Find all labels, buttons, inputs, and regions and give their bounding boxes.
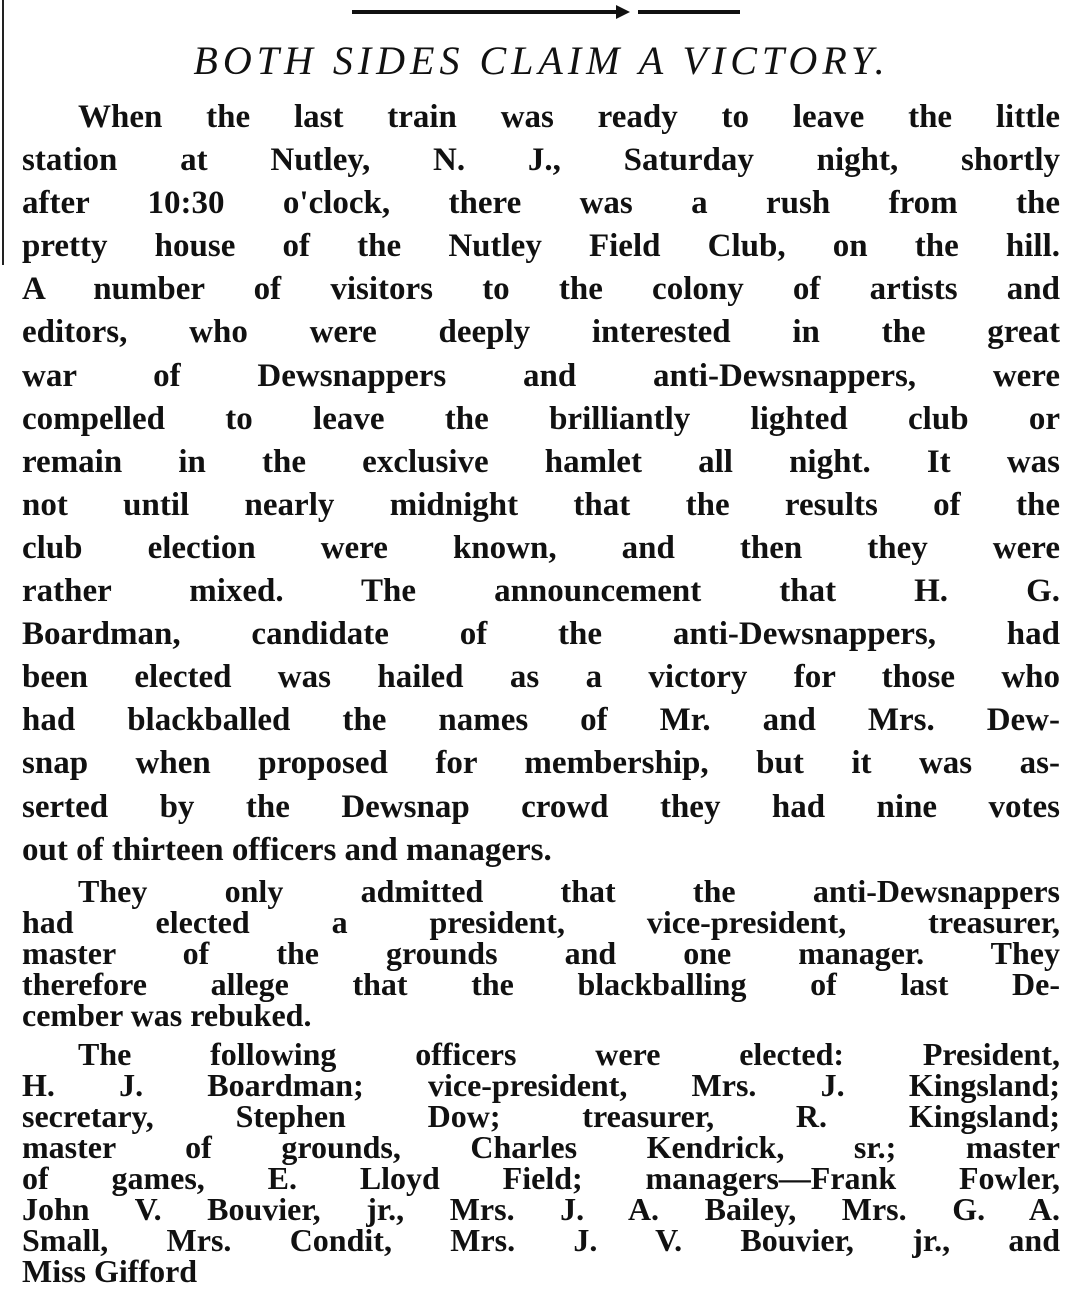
paragraph-1 [22,96,1060,872]
text-line: therefore allege that the blackballing of last De- [22,965,1060,1002]
text-line: remain in the exclusive hamlet all night. It was [22,443,1060,480]
article-body [22,96,1060,1287]
text-line: after 10:30 o'clock, there was a rush from the [22,185,1060,222]
article-headline: BOTH SIDES CLAIM A VICTORY. [193,38,890,83]
text-line: had blackballed the names of Mr. and Mrs. Dew- [22,702,1060,739]
text-line: war of Dewsnappers and anti-Dewsnappers, were [22,357,1060,394]
text-line: serted by the Dewsnap crowd they had nine votes [22,788,1060,825]
text-line: had elected a president, vice-president, treasurer, [22,903,1060,940]
paragraph-2 [22,872,1060,1033]
text-line: Boardman, candidate of the anti-Dewsnappers, had [22,616,1060,653]
text-line: Small, Mrs. Condit, Mrs. J. V. Bouvier, jr., and [22,1221,1060,1258]
text-line: secretary, Stephen Dow; treasurer, R. Kingsland; [22,1097,1060,1134]
text-line: club election were known, and then they were [22,529,1060,566]
ornament-bar-right [638,10,740,14]
text-line: out of thirteen officers and managers. [22,831,552,868]
text-line: of games, E. Lloyd Field; managers—Frank Fowler, [22,1159,1060,1196]
text-line: master of grounds, Charles Kendrick, sr.; master [22,1128,1060,1165]
text-line: When the last train was ready to leave the little [78,99,1060,135]
text-line: H. J. Boardman; vice-president, Mrs. J. Kingsland; [22,1066,1060,1103]
text-line: cember was rebuked. [22,996,312,1033]
text-line: A number of visitors to the colony of artists and [22,271,1060,308]
text-line: rather mixed. The announcement that H. G. [22,573,1060,610]
ornament-bar-left [352,10,622,14]
text-line: station at Nutley, N. J., Saturday night, shortly [22,142,1060,179]
paragraph-3 [22,1035,1060,1289]
text-line: master of the grounds and one manager. They [22,934,1060,971]
text-line: They only admitted that the anti-Dewsnappers [78,872,1060,909]
text-line: pretty house of the Nutley Field Club, on the hill. [22,228,1060,265]
text-line: John V. Bouvier, jr., Mrs. J. A. Bailey, Mrs. G. A. [22,1190,1060,1227]
text-line: snap when proposed for membership, but it was as- [22,745,1060,782]
text-line: The following officers were elected: President, [78,1035,1060,1072]
headline-ornament-rule [352,4,740,20]
text-line: Miss Gifford [22,1252,198,1289]
text-line: compelled to leave the brilliantly lighted club or [22,400,1060,437]
text-line: editors, who were deeply interested in the great [22,314,1060,351]
text-line: been elected was hailed as a victory for those who [22,659,1060,696]
text-line: not until nearly midnight that the results of the [22,486,1060,523]
ornament-arrow-icon [616,5,630,19]
